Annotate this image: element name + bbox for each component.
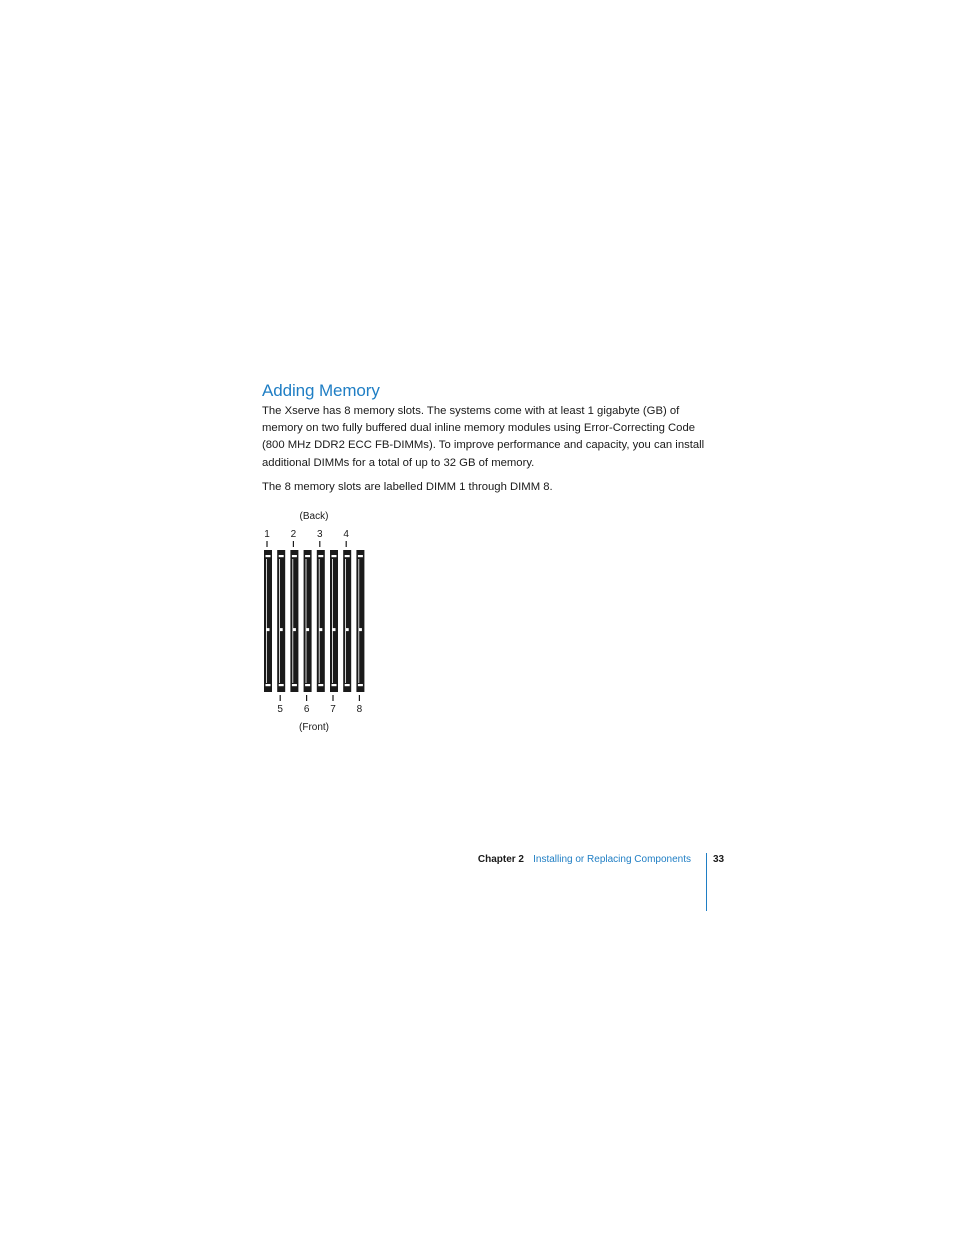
dimm-slot-1 bbox=[264, 550, 272, 692]
slot-key-notch bbox=[293, 628, 296, 631]
slot-bottom-clip bbox=[358, 684, 363, 686]
footer-chapter-title: Installing or Replacing Components bbox=[533, 854, 691, 865]
dimm-slot-6 bbox=[330, 550, 338, 692]
slot-number-top-1: 1 bbox=[264, 529, 270, 540]
slot-top-clip bbox=[318, 555, 323, 557]
slot-key-notch bbox=[319, 628, 322, 631]
slot-number-bottom-8: 8 bbox=[356, 704, 363, 715]
back-label: (Back) bbox=[299, 511, 329, 522]
slot-top-clip bbox=[292, 555, 297, 557]
slot-top-clip bbox=[332, 555, 337, 557]
slot-top-clip bbox=[266, 555, 271, 557]
slot-key-notch bbox=[306, 628, 309, 631]
memory-slots-svg bbox=[258, 507, 378, 737]
section-heading: Adding Memory bbox=[262, 381, 380, 400]
dimm-slot-3 bbox=[290, 550, 298, 692]
slot-number-top-4: 4 bbox=[343, 529, 349, 540]
slot-bottom-clip bbox=[305, 684, 310, 686]
slot-number-bottom-6: 6 bbox=[303, 704, 310, 715]
footer-divider bbox=[706, 853, 707, 911]
slot-bottom-clip bbox=[292, 684, 297, 686]
footer-chapter-label: Chapter 2 bbox=[477, 854, 524, 865]
slot-key-notch bbox=[346, 628, 349, 631]
dimm-slot-4 bbox=[304, 550, 312, 692]
dimm-slot-5 bbox=[317, 550, 325, 692]
slot-number-top-3: 3 bbox=[317, 529, 323, 540]
memory-slot-diagram bbox=[258, 507, 378, 737]
slot-top-clip bbox=[305, 555, 310, 557]
slot-bottom-clip bbox=[279, 684, 284, 686]
slot-bottom-clip bbox=[332, 684, 337, 686]
slot-bottom-clip bbox=[266, 684, 271, 686]
slot-number-bottom-7: 7 bbox=[330, 704, 336, 715]
slot-number-top-2: 2 bbox=[290, 529, 297, 540]
front-label: (Front) bbox=[299, 722, 329, 733]
slot-description-paragraph: The 8 memory slots are labelled DIMM 1 through DIMM 8. bbox=[262, 481, 553, 493]
slot-top-clip bbox=[345, 555, 350, 557]
slot-key-notch bbox=[267, 628, 270, 631]
dimm-slots bbox=[264, 550, 364, 692]
slot-key-notch bbox=[359, 628, 362, 631]
intro-paragraph: The Xserve has 8 memory slots. The systems come with at least 1 gigabyte (GB) of memory on two fully buffered dual inline memory modules using Error-Correcting Code (800 MHz DDR2 ECC FB-DIMMs). To improve performance and capacity, you can install additional DIMMs for a total of up to 32 GB of memory. bbox=[262, 405, 705, 469]
slot-number-bottom-5: 5 bbox=[277, 704, 283, 715]
slot-key-notch bbox=[333, 628, 336, 631]
slot-key-notch bbox=[280, 628, 283, 631]
slot-bottom-clip bbox=[345, 684, 350, 686]
page-number: 33 bbox=[713, 854, 725, 865]
slot-top-clip bbox=[279, 555, 284, 557]
dimm-slot-7 bbox=[343, 550, 351, 692]
slot-bottom-clip bbox=[318, 684, 323, 686]
dimm-slot-2 bbox=[277, 550, 285, 692]
slot-top-clip bbox=[358, 555, 363, 557]
dimm-slot-8 bbox=[356, 550, 364, 692]
